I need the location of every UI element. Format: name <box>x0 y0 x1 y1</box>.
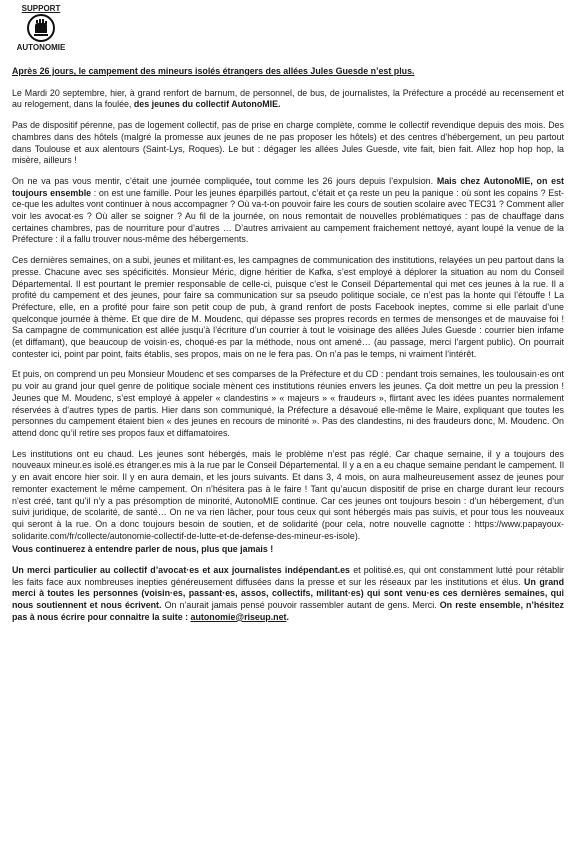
p8-bold-c: Un grand merci à toutes les personnes (voisin·es, passant·es, assos, collectifs, militant·es) qui sont venu·es ces dernières semaines, qui nous soutiennent et nous écrivent. <box>12 576 564 611</box>
p8-bold-a: Un merci particulier au collectif d’avocat·es et aux journalistes indépendant.es <box>12 565 350 576</box>
paragraph-1 <box>12 88 564 111</box>
paragraph-8 <box>12 565 564 624</box>
logo-bottom-text: AUTONOMIE <box>16 43 66 52</box>
contact-email-link[interactable]: autonomie@riseup.net <box>190 611 287 622</box>
logo-top-text: SUPPORT <box>21 4 61 13</box>
p8-period: . <box>286 611 289 622</box>
p1-text: Le Mardi 20 septembre, hier, à grand renfort de barnum, de personnel, de bus, de journalistes, la Préfecture a procédé au recensement et au relogement, dans la foulée, <box>12 87 564 110</box>
paragraph-3 <box>12 176 564 246</box>
article-body <box>12 66 564 633</box>
p3-bold: Mais chez AutonoMIE, on est toujours ensemble <box>12 175 565 198</box>
p1-bold: des jeunes du collectif AutonoMIE. <box>133 99 281 110</box>
paragraph-7 <box>12 544 564 556</box>
p8-text-b: et politisé.es, qui ont constamment lutté pour rétablir les faits face aux nombreuses inepties généreusement diffusées dans la presse et sur les réseaux par les institutions et élus. <box>12 565 565 587</box>
support-autonomie-logo <box>12 4 70 58</box>
paragraph-6: Les institutions ont eu chaud. Les jeunes sont hébergés, mais le problème n’est pas réglé. Car chaque semaine, il y a toujours des nouveaux mineur.es isolé.es étranger.es mis à la rue par le Conseil Départemental. Il y a en a eu chaque semaine pendant le campement. Il y en avait encore hier soir. Il y en aura demain, et les jours suivants. Et dans 3, 4 mois, on aura malheureusement assez de jeunes pour remonter exactement le même campement. On n’hésitera pas à le faire ! Tant qu’aucun dispositif de prise en charge durant leur recours n’est créé, tant qu’il n’y a pas présomption de minorité, AutonoMIE continue. Car ces jeunes ont toujours besoin : d’un hébergement, d’un suivi juridique, de scolarité, de santé… On ne va rien lâcher, pour tous ceux qui sont hébergés mais pas suivis, et pour tous les nouveaux qui seront à la rue. On a donc toujours besoin de soutien, et de solidarité (pour cela, notre nouvelle cagnotte : https://www.papayoux-solidarite.com/fr/collecte/autonomie-collectif-de-lutte-et-de-defense-des-mineur-es-isole). <box>12 448 564 541</box>
p3-text-c: tout comme les 26 jours depuis l’expulsion. <box>255 175 437 186</box>
p8-bold-e: On reste ensemble, n’hésitez pas à nous écrire pour connaitre la suite : <box>12 600 564 622</box>
p3-comma: , <box>249 175 256 186</box>
p7-bold: Vous continuerez à entendre parler de nous, plus que jamais ! <box>12 544 274 555</box>
paragraph-2: Pas de dispositif pérenne, pas de logement collectif, pas de prise en charge complète, comme le collectif revendique depuis des mois. Des chambres dans des hôtels (malgré la promesse aux jeunes de ne pas proposer les hôtels) et des centres d’hébergement, un peu partout dans Toulouse et aux alentours (Saint-Lys, Roques). Le but : dégager les allées Jules Guesde, vite fait, bien fait. Allez hop hop hop, la misère, ailleurs ! <box>12 120 564 166</box>
p3-text-e: : on est une famille. Pour les jeunes éparpillés partout, c’était et ça reste un peu la panique : où sont les copains ? Est-ce-que les adultes vont continuer à nous accompagner ? Où va-t-on pouvoir faire les cours de soutien scolaire avec TEC31 ? Comment aller voir les avocat·es ? Où aller se soigner ? Au fil de la journée, on nous remontait de nouvelles problématiques : pas de chauffage dans certaines chambres, pas de nourriture pour d’autres … D’autres arrivaient au campement fraichement nettoyé, ayant loupé la venue de la Préfecture : il a fallu trouver nous-même des hébergements. <box>12 187 565 245</box>
p8-text-d: On n’aurait jamais pensé pouvoir rassembler autant de gens. Merci. <box>161 600 440 611</box>
article-title: Après 26 jours, le campement des mineurs isolés étrangers des allées Jules Guesde n’est plus. <box>12 66 415 76</box>
p3-text-a: On ne va pas vous mentir, c’était une journée compliquée <box>12 175 250 186</box>
paragraph-5: Et puis, on comprend un peu Monsieur Moudenc et ses comparses de la Préfecture et du CD : pendant trois semaines, les toulousain·es ont pu voir au grand jour quel genre de politique sociale mènent ces institutions réunies envers les jeunes. Ça doit mettre un peu la pression ! Jeunes que M. Moudenc, s’est employé à appeler « clandestins » « majeurs » « fraudeurs », flirtant avec les idées puantes normalement réservées à d’autres types de partis. Hier dans son communiqué, la Préfecture a désavoué elle-même le Maire, expliquant que toutes les personnes du campement étaient bien « des jeunes en recours de minorité ». Pas des clandestins, ni des fraudeurs donc, M. Moudenc. On attend donc qu’il retire ses propos faux et diffamatoires. <box>12 369 564 438</box>
paragraph-4: Ces dernières semaines, on a subi, jeunes et militant·es, les campagnes de communication des institutions, relayées un peu partout dans la presse. Chacune avec ses spécificités. Monsieur Méric, digne héritier de Kafka, s’est employé à déplorer la situation au nom du Conseil Départemental. Il est pourtant le premier responsable de celle-ci, puisque c’est le Conseil Départemental qui met ces jeunes à la rue. Il a profité du campement et des jeunes, pour faire sa communication sur sa pseudo politique sociale, ce n’est pas la honte qui l’étouffe ! La Préfecture, elle, en a profité pour faire son petit coup de pub, à grand renfort de posts Facebook ineptes, comme si elle parlait d’une quelconque journée à thème. Et que dire de M. Moudenc, qui dépasse ses propres records en termes de mensonges et de mauvaise foi ! Sa campagne de communication est allée jusqu’à l’écriture d’un courrier à tout le voisinage des allées Jules Guesde : courrier bien infame (et diffamant), que beaucoup de voisin·es, choqué·es par la méthode, nous ont amené… (au passage, merci l’argent public). On pourrait contester ici, point par point, faits établis, ses propos, mais on ne le fera pas. On n’a pas le temps, ni vraiment l’intérêt. <box>12 255 564 359</box>
fist-emblem-icon <box>26 13 56 43</box>
